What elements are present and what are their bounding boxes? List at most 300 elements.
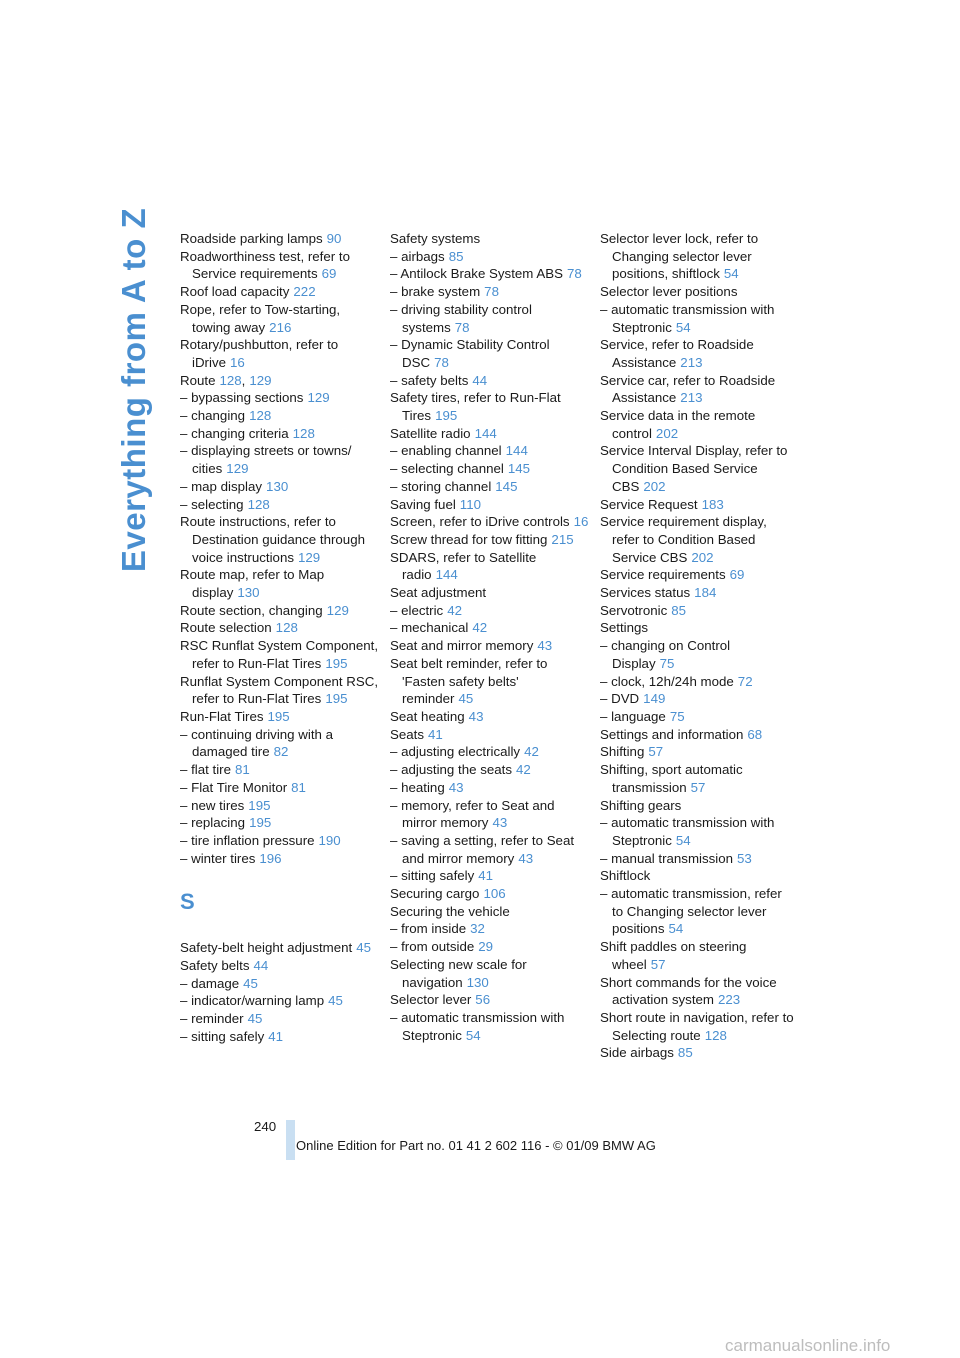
index-entry-text: Safety belts (180, 958, 250, 974)
index-entry-text: – sitting safely (180, 1028, 265, 1044)
index-entry-text: Shifting, sport automatic transmission (600, 762, 743, 795)
index-entry (180, 779, 380, 797)
page-reference-link[interactable]: 130 (266, 478, 289, 494)
page-reference-link[interactable]: 53 (737, 850, 752, 866)
index-entry-text: Service, refer to Roadside Assistance (600, 337, 754, 370)
index-entry-text: Run-Flat Tires (180, 708, 264, 724)
index-entry-text: Shifting (600, 744, 645, 760)
index-entry-text: Shiftlock (600, 868, 651, 884)
page-reference-link[interactable]: 56 (475, 992, 491, 1008)
index-entry (180, 619, 380, 637)
index-entry-text: – indicator/warning lamp (180, 993, 325, 1009)
index-entry-text: – Flat Tire Monitor (180, 779, 288, 795)
index-entry-text: Seat adjustment (390, 585, 487, 601)
index-entry-text: Short commands for the voice activation system (600, 974, 777, 1008)
index-entry-text: Side airbags (600, 1045, 674, 1061)
index-entry (390, 531, 590, 549)
page-reference-link[interactable]: 195 (249, 815, 272, 831)
index-entry (390, 956, 590, 991)
page-reference-link[interactable]: 81 (235, 762, 250, 778)
index-entry-text: Securing cargo (390, 886, 480, 902)
index-entry-text: RSC Runflat System Component, refer to Run-Flat Tires (180, 638, 379, 671)
index-entry-text: – DVD (600, 691, 640, 707)
index-entry (180, 336, 380, 371)
index-entry-text: – clock, 12h/24h mode (600, 673, 734, 689)
page-reference-link[interactable]: 85 (448, 248, 464, 264)
index-entry-text: Service requirement display, refer to Condition Based Service CBS (600, 514, 767, 565)
index-column-1 (180, 230, 380, 1046)
page-reference-link[interactable]: 215 (551, 531, 574, 547)
page-reference-link[interactable]: 149 (643, 691, 666, 707)
index-entry (600, 584, 796, 602)
index-entry (600, 637, 796, 672)
index-entry (390, 460, 590, 478)
page-reference-link[interactable]: 78 (454, 319, 470, 335)
index-entry (180, 850, 380, 868)
watermark: carmanualsonline.info (725, 1336, 891, 1355)
page-reference-link[interactable]: 57 (650, 956, 666, 972)
page-reference-link[interactable]: 43 (537, 638, 553, 654)
page-reference-link[interactable]: 145 (507, 461, 531, 477)
index-entry-text: Saving fuel (390, 496, 456, 512)
index-entry-text: Roadworthiness test, refer to Service requirements (180, 248, 350, 282)
index-entry-text: Route selection (180, 620, 272, 636)
index-entry-text: – from inside (390, 921, 467, 937)
page-reference-link[interactable]: 54 (465, 1027, 481, 1043)
index-column-3 (600, 230, 796, 1062)
index-entry-text: – automatic transmission with Steptronic (390, 1009, 565, 1043)
index-entry (180, 814, 380, 832)
index-entry-text: Seat heating (390, 708, 465, 724)
index-entry (390, 549, 590, 584)
index-entry-text: Services status (600, 585, 691, 601)
index-entry (390, 743, 590, 761)
index-entry (390, 301, 590, 336)
index-entry-text: SDARS, refer to Satellite radio (390, 549, 537, 583)
index-entry-text: – language (600, 708, 666, 724)
index-entry-text: Shift paddles on steering wheel (600, 939, 747, 972)
page-reference-link[interactable]: 43 (468, 708, 484, 724)
index-entry (390, 885, 590, 903)
page-reference-link[interactable]: 130 (237, 585, 260, 601)
index-entry (390, 442, 590, 460)
page-reference-link[interactable]: 75 (659, 655, 675, 671)
page-reference-link[interactable]: 16 (229, 354, 245, 370)
index-entry-text: Route (180, 372, 216, 388)
page-reference-link[interactable]: 213 (680, 354, 703, 370)
index-entry (390, 655, 590, 708)
index-entry (600, 690, 796, 708)
index-entry (390, 602, 590, 620)
index-entry (600, 761, 796, 796)
index-entry (180, 992, 380, 1010)
page-reference-link[interactable]: 144 (474, 425, 497, 441)
index-entry (390, 832, 590, 867)
page-number: 240 (254, 1119, 277, 1134)
index-entry (180, 301, 380, 336)
page-reference-link[interactable]: 44 (472, 372, 488, 388)
index-entry-text: Safety-belt height adjustment (180, 940, 353, 956)
index-entry-text: Screen, refer to iDrive controls (390, 514, 570, 530)
page-reference-link[interactable]: 69 (729, 567, 745, 583)
page-reference-link[interactable]: 82 (273, 744, 289, 760)
index-entry (600, 974, 796, 1009)
index-entry-text: – heating (390, 779, 445, 795)
index-entry (390, 513, 590, 531)
index-entry (390, 619, 590, 637)
page-reference-link[interactable]: 129 (298, 549, 321, 565)
page-reference-link[interactable]: 222 (293, 284, 316, 300)
index-entry (600, 743, 796, 761)
page-reference-link[interactable]: 57 (648, 744, 664, 760)
index-entry-text: Seats (390, 726, 425, 742)
page-reference-link[interactable]: 128 (704, 1027, 727, 1043)
side-title (110, 207, 158, 573)
page-reference-link[interactable]: 44 (253, 958, 269, 974)
page-reference-link[interactable]: 129 (249, 372, 272, 388)
index-entry-text: Rotary/pushbutton, refer to iDrive (180, 337, 339, 370)
index-entry-text: – reminder (180, 1011, 244, 1027)
page-reference-link[interactable]: 195 (248, 797, 271, 813)
page-reference-link[interactable]: 213 (680, 390, 703, 406)
index-entry-text: – automatic transmission with Steptronic (600, 815, 775, 848)
index-entry (600, 673, 796, 691)
index-entry-text: – adjusting the seats (390, 762, 512, 778)
index-entry-text: Route instructions, refer to Destination guidance through voice instructions (180, 514, 365, 565)
ref-separator: , (241, 372, 246, 388)
index-entry-text: – continuing driving with a damaged tire (180, 726, 334, 760)
index-entry (600, 1009, 796, 1044)
index-entry (390, 496, 590, 514)
index-entry-text: Roadside parking lamps (180, 231, 323, 246)
index-entry (390, 938, 590, 956)
index-entry (180, 602, 380, 620)
page-reference-link[interactable]: 45 (458, 691, 474, 707)
page-reference-link[interactable]: 57 (690, 779, 706, 795)
index-entry (390, 372, 590, 390)
page-reference-link[interactable]: 202 (655, 425, 679, 441)
page-reference-link[interactable]: 43 (492, 815, 508, 831)
index-entry (390, 230, 590, 248)
page-reference-link[interactable]: 90 (326, 231, 342, 246)
page-reference-link[interactable]: 128 (247, 496, 270, 512)
index-entry (180, 389, 380, 407)
index-entry-text: – replacing (180, 815, 246, 831)
page-reference-link[interactable]: 45 (243, 975, 258, 991)
index-entry-text: – flat tire (180, 762, 231, 778)
index-entry (600, 602, 796, 620)
index-entry-text: Screw thread for tow fitting (390, 531, 548, 547)
index-entry-text: – winter tires (180, 850, 256, 866)
index-entry-text: – airbags (390, 248, 445, 264)
index-entry-text: Service Request (600, 496, 698, 512)
index-entry (600, 372, 796, 407)
index-entry-text: Settings and information (600, 726, 744, 742)
index-entry (390, 903, 590, 921)
index-entry-text: Seat and mirror memory (390, 638, 534, 654)
index-entry (390, 1009, 590, 1044)
index-entry-text: – mechanical (390, 620, 469, 636)
index-entry-text: Service car, refer to Roadside Assistance (600, 372, 776, 406)
index-entry (600, 938, 796, 973)
index-entry-text: – automatic transmission with Steptronic (600, 301, 775, 335)
index-entry-text: – damage (180, 975, 240, 991)
index-entry-text: Service Interval Display, refer to Condition Based Service CBS (600, 443, 788, 494)
page-reference-link[interactable]: 129 (307, 390, 330, 406)
index-entry (390, 726, 590, 744)
page-reference-link[interactable]: 42 (524, 744, 539, 760)
index-entry (180, 372, 380, 390)
index-entry-text: Safety systems (390, 231, 481, 246)
index-entry (600, 797, 796, 815)
page-reference-link[interactable]: 75 (669, 708, 685, 724)
page-reference-link[interactable]: 32 (470, 921, 485, 937)
index-entry-text: – tire inflation pressure (180, 832, 315, 848)
page-reference-link[interactable]: 110 (459, 496, 481, 512)
index-entry-text: Rope, refer to Tow-starting, towing away (180, 301, 341, 335)
page-reference-link[interactable]: 183 (701, 496, 724, 512)
index-entry-text: – sitting safely (390, 868, 475, 884)
page-reference-link[interactable]: 69 (321, 266, 337, 282)
page-reference-link[interactable]: 195 (267, 708, 290, 724)
index-entry-text: – from outside (390, 939, 475, 955)
index-entry-text: Selecting new scale for navigation (390, 956, 527, 990)
index-entry (600, 814, 796, 849)
footer-edition-text: Online Edition for Part no. 01 41 2 602 116 - © 01/09 BMW AG (296, 1138, 656, 1153)
index-entry (390, 867, 590, 885)
page-reference-link[interactable]: 106 (483, 886, 506, 902)
page-reference-link[interactable]: 81 (291, 779, 306, 795)
index-entry (180, 939, 380, 957)
index-entry (390, 991, 590, 1009)
page-reference-link[interactable]: 195 (325, 655, 348, 671)
index-entry-text: Short route in navigation, refer to Selecting route (600, 1009, 794, 1043)
index-entry-text: – manual transmission (600, 850, 734, 866)
page-reference-link[interactable]: 45 (328, 993, 343, 1009)
index-entry (600, 301, 796, 336)
page-reference-link[interactable]: 184 (694, 585, 717, 601)
index-entry (180, 248, 380, 283)
index-entry-text: – Antilock Brake System ABS (390, 266, 563, 282)
index-entry (600, 496, 796, 514)
page-reference-link[interactable]: 41 (478, 868, 494, 884)
index-entry (390, 920, 590, 938)
page-reference-link[interactable]: 196 (259, 850, 282, 866)
index-entry (600, 230, 796, 283)
index-entry (390, 283, 590, 301)
page-reference-link[interactable]: 145 (495, 478, 518, 494)
index-entry-text: – displaying streets or towns/ cities (180, 443, 352, 477)
index-entry-text: – new tires (180, 797, 245, 813)
index-entry (180, 1028, 380, 1046)
index-entry (600, 885, 796, 938)
index-entry (600, 566, 796, 584)
index-entry (180, 797, 380, 815)
index-entry (600, 442, 796, 495)
index-entry-text: – storing channel (390, 478, 492, 494)
index-column-2 (390, 230, 590, 1044)
page-reference-link[interactable]: 85 (671, 602, 687, 618)
index-entry (390, 584, 590, 602)
index-entry (180, 673, 380, 708)
index-entry (390, 708, 590, 726)
page-reference-link[interactable]: 16 (573, 514, 589, 530)
page-reference-link[interactable]: 144 (435, 567, 458, 583)
page-reference-link[interactable]: 43 (448, 779, 464, 795)
index-entry (180, 425, 380, 443)
page-reference-link[interactable]: 202 (643, 478, 666, 494)
index-entry-text: – changing criteria (180, 425, 289, 441)
index-list-s-start (180, 939, 380, 1045)
page-reference-link[interactable]: 195 (325, 691, 348, 707)
page-reference-link[interactable]: 85 (677, 1045, 693, 1061)
index-entry-text: Service requirements (600, 567, 726, 583)
index-entry (180, 761, 380, 779)
side-title-text: Everything from A to Z (115, 207, 152, 573)
page-reference-link[interactable]: 43 (518, 850, 534, 866)
section-letter: S (180, 889, 195, 915)
index-entry (390, 478, 590, 496)
page-reference-link[interactable]: 190 (318, 832, 341, 848)
page-reference-link[interactable]: 128 (292, 425, 315, 441)
page-reference-link[interactable]: 42 (447, 602, 463, 618)
index-entry-text: – driving stability control systems (390, 301, 532, 335)
index-entry (390, 779, 590, 797)
index-entry (180, 975, 380, 993)
index-entry-text: Selector lever lock, refer to Changing selector lever positions, shiftlock (600, 231, 759, 282)
index-entry-text: Safety tires, refer to Run-Flat Tires (390, 390, 561, 424)
page-reference-link[interactable]: 223 (717, 992, 741, 1008)
index-entry (600, 867, 796, 885)
index-entry-text: – safety belts (390, 372, 469, 388)
page-reference-link[interactable]: 128 (275, 620, 298, 636)
index-entry (180, 496, 380, 514)
page-reference-link[interactable]: 54 (668, 921, 684, 937)
index-entry (180, 832, 380, 850)
page-reference-link[interactable]: 202 (691, 549, 714, 565)
index-entry-text: – map display (180, 478, 263, 494)
index-entry (180, 478, 380, 496)
index-entry-text: Selector lever positions (600, 284, 738, 300)
index-entry-text: – saving a setting, refer to Seat and mirror memory (390, 832, 575, 866)
page-reference-link[interactable]: 41 (268, 1028, 284, 1044)
index-entry-text: Selector lever (390, 992, 472, 1008)
index-entry-text: – Dynamic Stability Control DSC (390, 337, 550, 370)
page-reference-link[interactable]: 216 (269, 319, 292, 335)
page-reference-link[interactable]: 54 (675, 832, 691, 848)
index-entry (180, 957, 380, 975)
index-entry-text: – automatic transmission, refer to Changing selector lever positions (600, 886, 782, 937)
index-entry (390, 248, 590, 266)
index-entry (390, 797, 590, 832)
index-entry-text: Service data in the remote control (600, 408, 756, 441)
index-entry-text: – changing (180, 408, 246, 424)
index-entry-text: Route section, changing (180, 602, 323, 618)
page-reference-link[interactable]: 68 (747, 726, 763, 742)
index-entry (180, 637, 380, 672)
index-entry (600, 336, 796, 371)
page-reference-link[interactable]: 78 (434, 354, 449, 370)
index-entry-text: – changing on Control Display (600, 638, 731, 671)
index-entry-text: Seat belt reminder, refer to 'Fasten safety belts' reminder (390, 655, 548, 707)
index-entry (390, 637, 590, 655)
index-entry (600, 850, 796, 868)
index-entry (390, 265, 590, 283)
index-entry (180, 566, 380, 601)
index-entry (180, 407, 380, 425)
page-reference-link[interactable]: 45 (356, 940, 372, 956)
index-entry (180, 283, 380, 301)
page-reference-link[interactable]: 128 (219, 372, 242, 388)
index-entry (180, 442, 380, 477)
index-entry-text: Route map, refer to Map display (180, 567, 325, 601)
index-entry-text: – brake system (390, 284, 481, 300)
page-reference-link[interactable]: 128 (249, 408, 272, 424)
index-entry (600, 1044, 796, 1062)
page-reference-link[interactable]: 195 (435, 408, 458, 424)
index-entry (600, 407, 796, 442)
index-entry-text: – enabling channel (390, 443, 502, 459)
index-entry-text: Shifting gears (600, 797, 682, 813)
footer-accent-bar (286, 1120, 295, 1160)
page-reference-link[interactable]: 41 (428, 726, 443, 742)
index-entry-text: – selecting channel (390, 461, 504, 477)
page-reference-link[interactable]: 42 (515, 762, 531, 778)
index-entry-text: Servotronic (600, 602, 668, 618)
page-reference-link[interactable]: 144 (505, 443, 528, 459)
index-entry (180, 726, 380, 761)
index-list-r (180, 230, 380, 867)
index-entry (600, 619, 796, 637)
index-entry-text: – electric (390, 602, 444, 618)
index-entry-text: Securing the vehicle (390, 903, 510, 919)
index-entry (600, 708, 796, 726)
index-entry-text: – adjusting electrically (390, 744, 521, 760)
index-entry-text: – bypassing sections (180, 390, 304, 406)
index-entry-text: Runflat System Component RSC, refer to Run-Flat Tires (180, 673, 379, 707)
page-reference-link[interactable]: 78 (484, 284, 499, 300)
index-entry (390, 389, 590, 424)
index-entry (180, 1010, 380, 1028)
index-entry (600, 283, 796, 301)
page-reference-link[interactable]: 72 (737, 673, 753, 689)
index-entry-text: – selecting (180, 496, 244, 512)
index-entry-text: Roof load capacity (180, 284, 290, 300)
index-entry (600, 513, 796, 566)
index-entry-text: Satellite radio (390, 425, 471, 441)
page-reference-link[interactable]: 129 (326, 602, 349, 618)
page-reference-link[interactable]: 130 (466, 974, 489, 990)
page-reference-link[interactable]: 54 (675, 319, 691, 335)
index-entry-text: – memory, refer to Seat and mirror memory (390, 797, 555, 831)
index-entry (390, 336, 590, 371)
index-entry (600, 726, 796, 744)
index-entry (180, 230, 380, 248)
index-entry (180, 708, 380, 726)
page-reference-link[interactable]: 29 (478, 939, 494, 955)
index-entry (390, 425, 590, 443)
page-reference-link[interactable]: 42 (472, 620, 488, 636)
index-entry (180, 513, 380, 566)
page-reference-link[interactable]: 129 (226, 461, 249, 477)
index-entry (390, 761, 590, 779)
index-list-s-end (600, 230, 796, 1062)
index-list-s-middle (390, 230, 590, 1044)
index-entry-text: Settings (600, 620, 649, 636)
page-reference-link[interactable]: 45 (247, 1011, 263, 1027)
page-reference-link[interactable]: 54 (723, 266, 739, 282)
page-reference-link[interactable]: 78 (566, 266, 582, 282)
